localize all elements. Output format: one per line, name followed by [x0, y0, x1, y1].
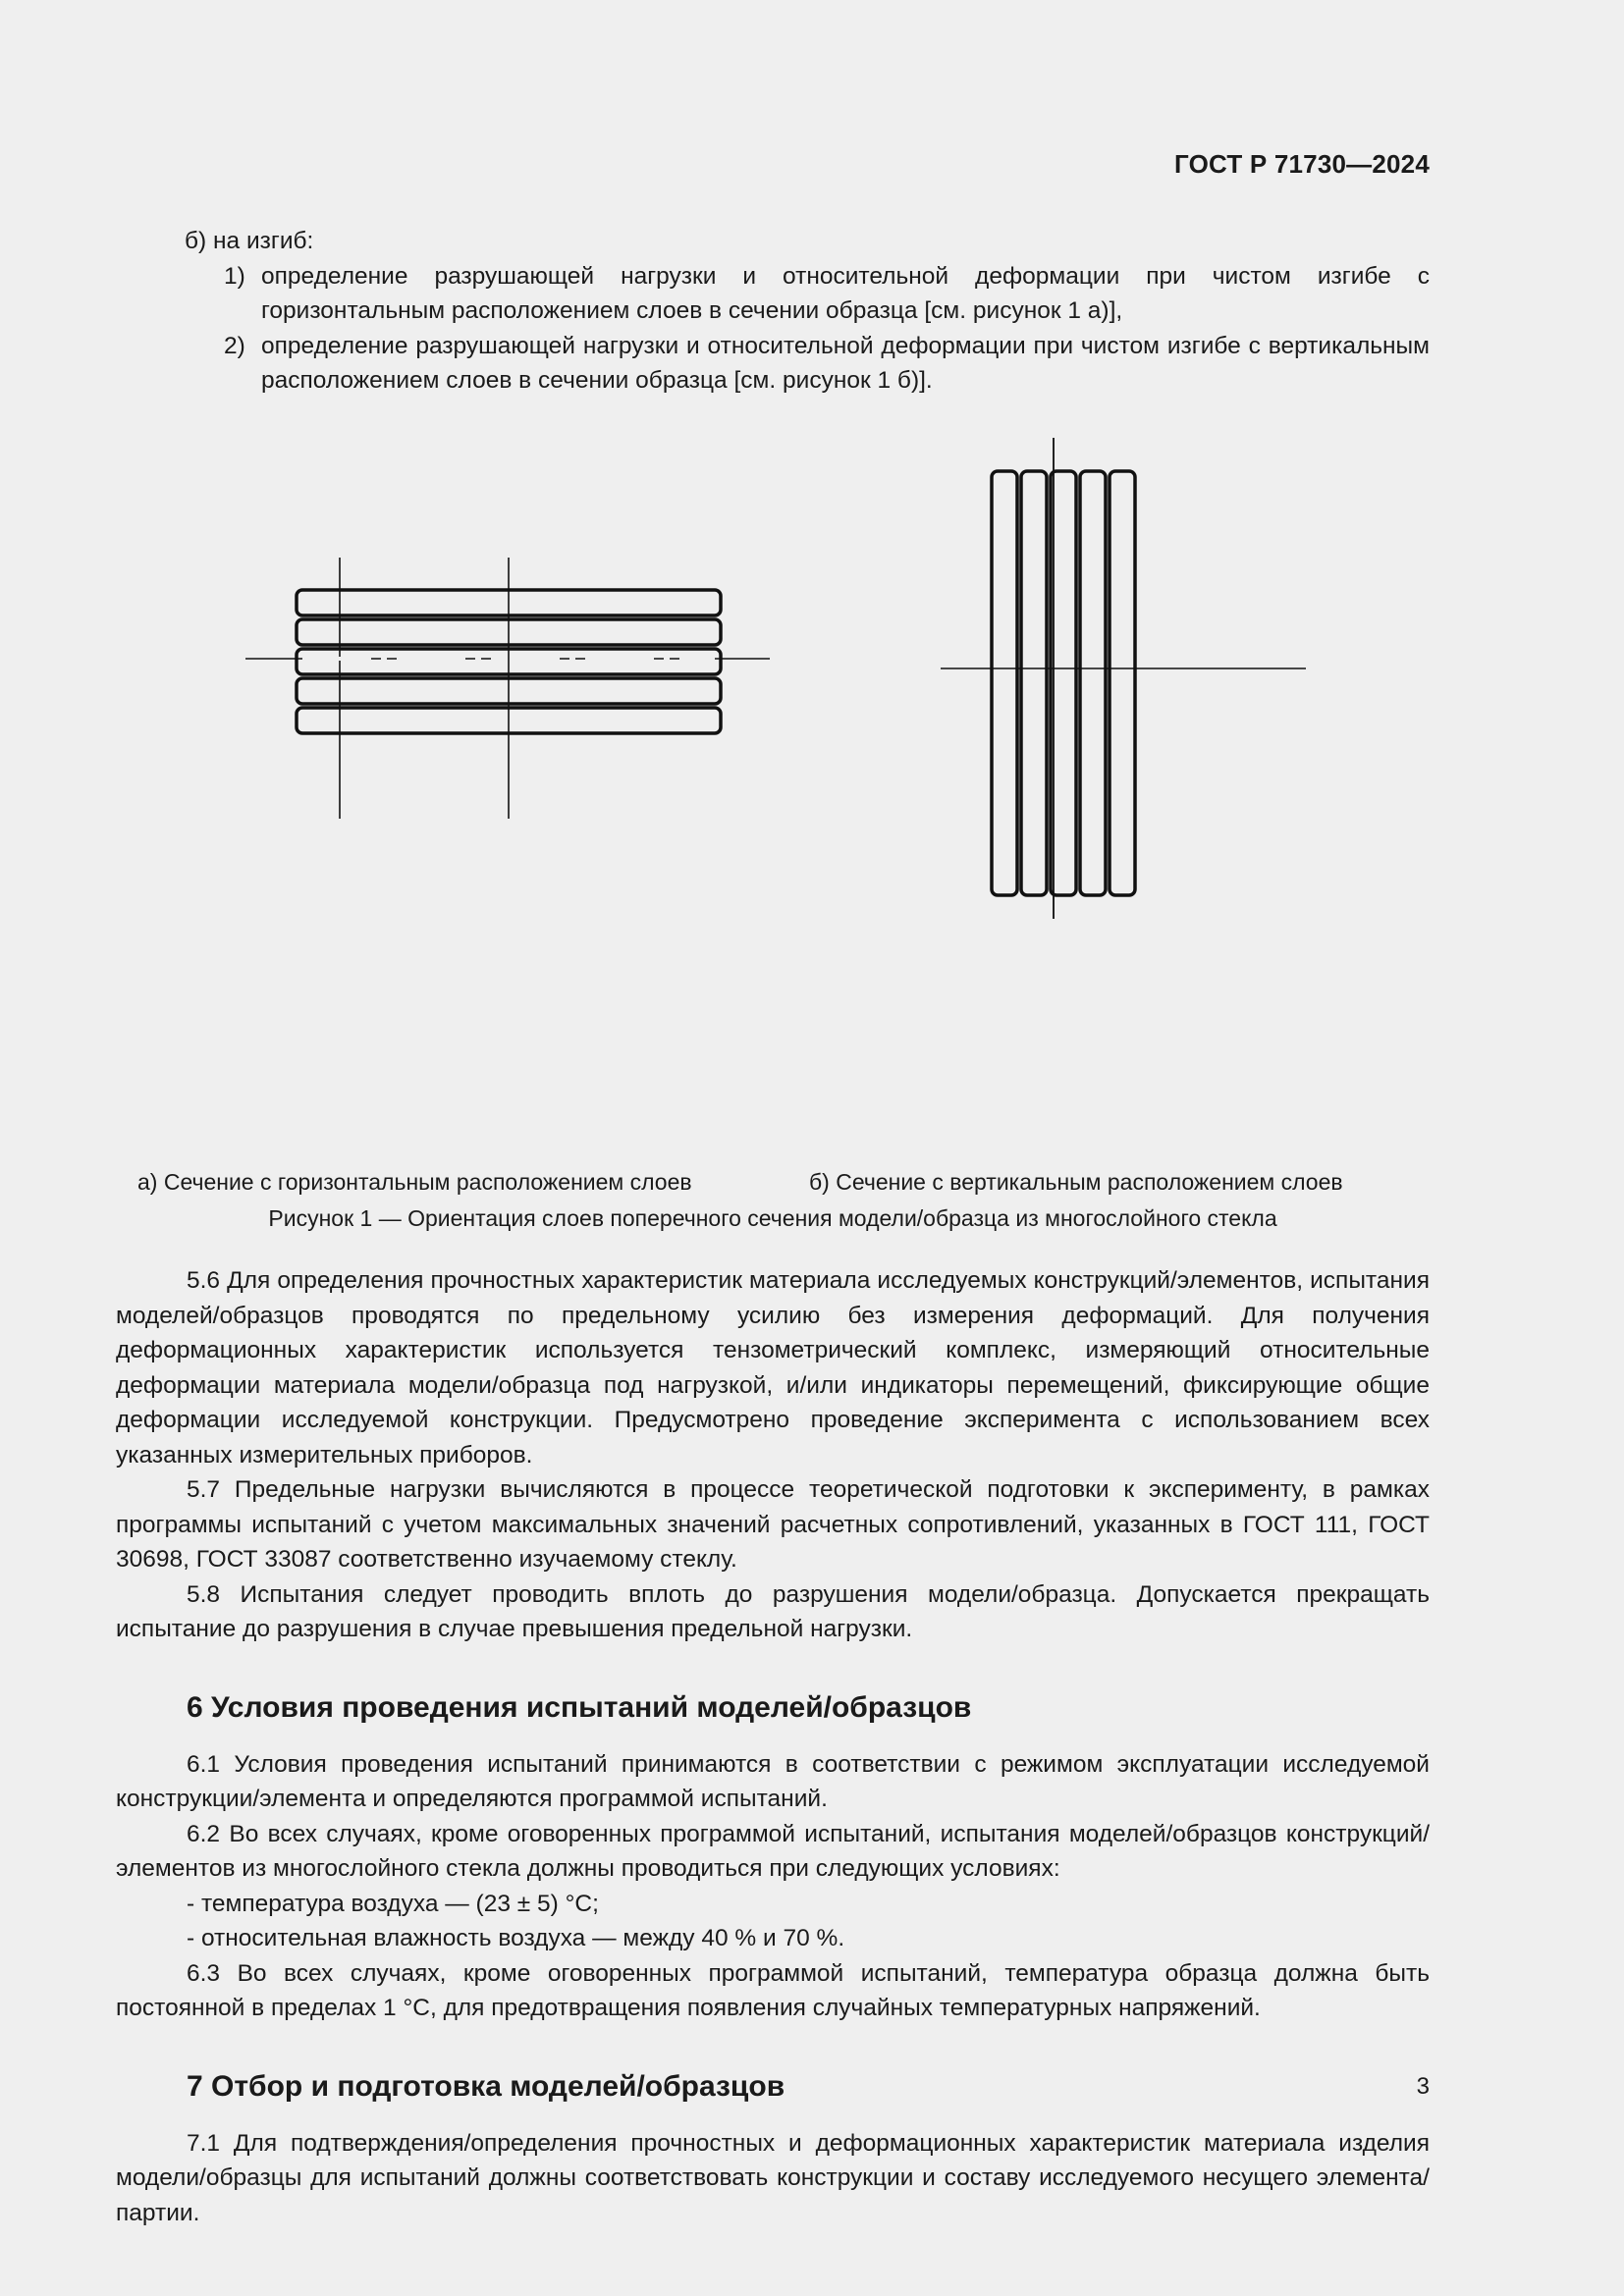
bending-list — [116, 259, 1430, 399]
list-heading-bending: б) на изгиб: — [185, 228, 314, 254]
list-item-text: определение разрушающей нагрузки и относительной деформации при чистом изгибе с вертикальным расположением слоев в сечении образца [см. рисунок 1 б)]. — [261, 332, 1430, 394]
glass-layer — [1110, 471, 1135, 895]
document-header: ГОСТ Р 71730—2024 — [1174, 149, 1430, 179]
figure-1-drawing — [116, 438, 1430, 1203]
figure-caption-b: б) Сечение с вертикальным расположением слоев — [809, 1168, 1343, 1195]
paragraph-7-1: 7.1 Для подтверждения/определения прочностных и деформационных характеристик материала изделия модели/образцы для испытаний должны соответствовать конструкции и составу исследуемого несущего элемента/партии. — [116, 2129, 1430, 2226]
paragraph-5-8: 5.8 Испытания следует проводить вплоть до разрушения модели/образца. Допускается прекращать испытание до разрушения в случае превышения предельной нагрузки. — [116, 1580, 1430, 1642]
paragraph-6-2: 6.2 Во всех случаях, кроме оговоренных программой испытаний, испытания моделей/образцов конструкций/элементов из многослойного стекла должны проводиться при следующих условиях: — [116, 1820, 1430, 1882]
figure-caption-a: а) Сечение с горизонтальным расположением слоев — [137, 1168, 692, 1195]
glass-layer — [1021, 471, 1047, 895]
page-number: 3 — [1416, 2073, 1430, 2100]
list-item-text: определение разрушающей нагрузки и относительной деформации при чистом изгибе с горизонтальным расположением слоев в сечении образца [см. рисунок 1 а)], — [261, 262, 1430, 324]
list-item-number: 1) — [224, 262, 245, 290]
page-content — [116, 224, 1430, 2230]
condition-temperature: - температура воздуха — (23 ± 5) °С; — [187, 1890, 599, 1917]
section-heading-7: 7 Отбор и подготовка моделей/образцов — [187, 2069, 785, 2103]
section-horizontal-layers — [245, 558, 770, 819]
paragraph-6-3: 6.3 Во всех случаях, кроме оговоренных программой испытаний, температура образца должна быть постоянной в пределах 1 °С, для предотвращения появления случайных температурных напряжений. — [116, 1959, 1430, 2021]
section-heading-6: 6 Условия проведения испытаний моделей/образцов — [187, 1690, 972, 1724]
list-item — [224, 259, 1430, 329]
list-item — [224, 329, 1430, 399]
section-vertical-layers — [941, 438, 1306, 919]
list-item-number: 2) — [224, 332, 245, 359]
glass-layer — [992, 471, 1017, 895]
paragraph-5-6: 5.6 Для определения прочностных характеристик материала исследуемых конструкций/элементов, испытания моделей/образцов проводятся по предельному усилию без измерения деформаций. Для получения деформационных характеристик используется тензометрический комплекс, измеряющий относительные деформации материала модели/образца под нагрузкой, и/или индикаторы перемещений, фиксирующие общие деформации исследуемой конструкции. Предусмотрено проведение эксперимента с использованием всех указанных измерительных приборов. — [116, 1267, 1430, 1468]
figure-title: Рисунок 1 — Ориентация слоев поперечного сечения модели/образца из многослойного стекла — [268, 1204, 1277, 1231]
glass-layer — [1051, 471, 1076, 895]
condition-humidity: - относительная влажность воздуха — между 40 % и 70 %. — [187, 1925, 845, 1951]
paragraph-6-1: 6.1 Условия проведения испытаний принимаются в соответствии с режимом эксплуатации исследуемой конструкции/элемента и определяются программой испытаний. — [116, 1750, 1430, 1812]
figure-1 — [116, 438, 1430, 1203]
paragraph-5-7: 5.7 Предельные нагрузки вычисляются в процессе теоретической подготовки к эксперименту, в рамках программы испытаний с учетом максимальных значений расчетных сопротивлений, указанных в ГОСТ 111, ГОСТ 30698, ГОСТ 33087 соответственно изучаемому стеклу. — [116, 1476, 1430, 1573]
glass-layer — [1080, 471, 1106, 895]
